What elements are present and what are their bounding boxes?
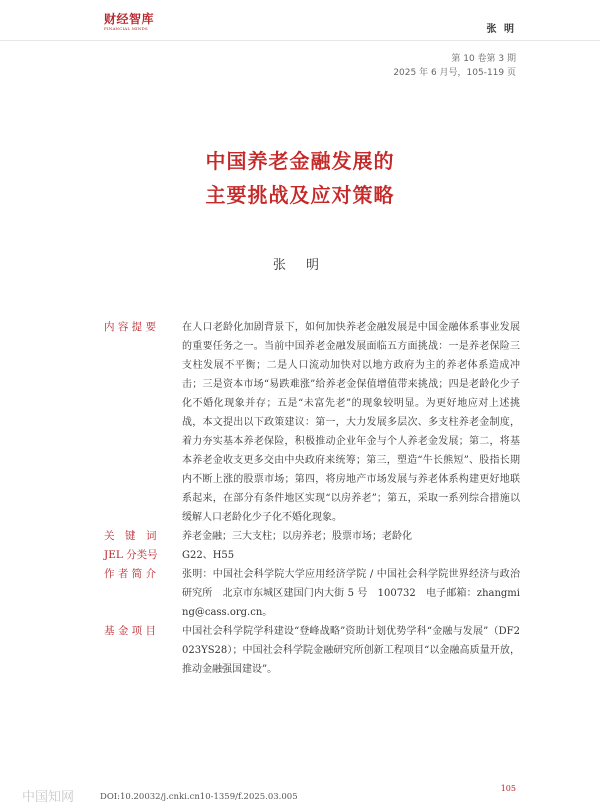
author-intro-row: [104, 565, 520, 622]
abstract-row: [104, 318, 520, 527]
page-header: [0, 0, 600, 41]
article-title: [0, 144, 600, 212]
title-line-1: 中国养老金融发展的: [205, 149, 395, 173]
jel-row: [104, 546, 520, 565]
author-intro-label: 作 者 简 介: [104, 568, 157, 580]
article-metadata: [104, 318, 520, 679]
page-number: 105: [500, 784, 516, 793]
journal-name-en: FINANCIAL MINDS: [104, 26, 148, 31]
issue-info: [393, 52, 516, 80]
running-author: 张 明: [486, 24, 516, 35]
title-line-2: 主要挑战及应对策略: [205, 183, 395, 207]
abstract-text: 在人口老龄化加剧背景下，如何加快养老金融发展是中国金融体系事业发展的重要任务之一。当前中国养老金融发展面临五方面挑战：一是养老保险三支柱发展不平衡；二是人口流动加快对以地方政府为主的养老体系造成冲击；三是资本市场“易跌难涨”给养老金保值增值带来挑战；四是老龄化少子化不婚化现象并存；五是“未富先老”的现象较明显。为更好地应对上述挑战，本文提出以下政策建议：第一，大力发展多层次、多支柱养老金制度，着力夯实基本养老保险，积极推动企业年金与个人养老金发展；第二，将基本养老金收支更多交由中央政府来统筹；第三，塑造“牛长熊短”、股指长期内不断上涨的股票市场；第四，将房地产市场发展与养老体系构建更好地联系起来，在部分有条件地区实现“以房养老”；第五，采取一系列综合措施以缓解人口老龄化少子化不婚化现象。: [182, 322, 520, 523]
issue-volume: 第 10 卷第 3 期: [451, 54, 516, 64]
author-intro-text: 张明：中国社会科学院大学应用经济学院 / 中国社会科学院世界经济与政治研究所 北京市东城区建国门内大街 5 号 100732 电子邮箱：zhangming@cass.org.cn。: [182, 569, 520, 618]
journal-logo: [104, 13, 154, 31]
page-footer: [0, 776, 600, 805]
funding-row: [104, 622, 520, 679]
keywords-row: [104, 527, 520, 546]
jel-label: JEL 分类号: [104, 549, 158, 561]
funding-label: 基 金 项 目: [104, 625, 157, 637]
journal-name-cn: 财经智库: [104, 12, 155, 26]
issue-pages: 2025 年 6 月号，105-119 页: [393, 68, 516, 78]
keywords-label: 关 键 词: [104, 530, 157, 542]
cnki-watermark: 中国知网: [22, 790, 75, 805]
article-author: 张 明: [272, 258, 328, 273]
abstract-label: 内 容 提 要: [104, 321, 157, 333]
funding-text: 中国社会科学院学科建设“登峰战略”资助计划优势学科“金融与发展”（DF2023YS28）；中国社会科学院金融研究所创新工程项目“以金融高质量开放，推动金融强国建设”。: [182, 626, 520, 675]
jel-text: G22、H55: [182, 550, 235, 561]
keywords-text: 养老金融；三大支柱；以房养老；股票市场；老龄化: [182, 531, 412, 542]
doi-link[interactable]: DOI:10.20032/j.cnki.cn10-1359/f.2025.03.005: [100, 792, 298, 802]
